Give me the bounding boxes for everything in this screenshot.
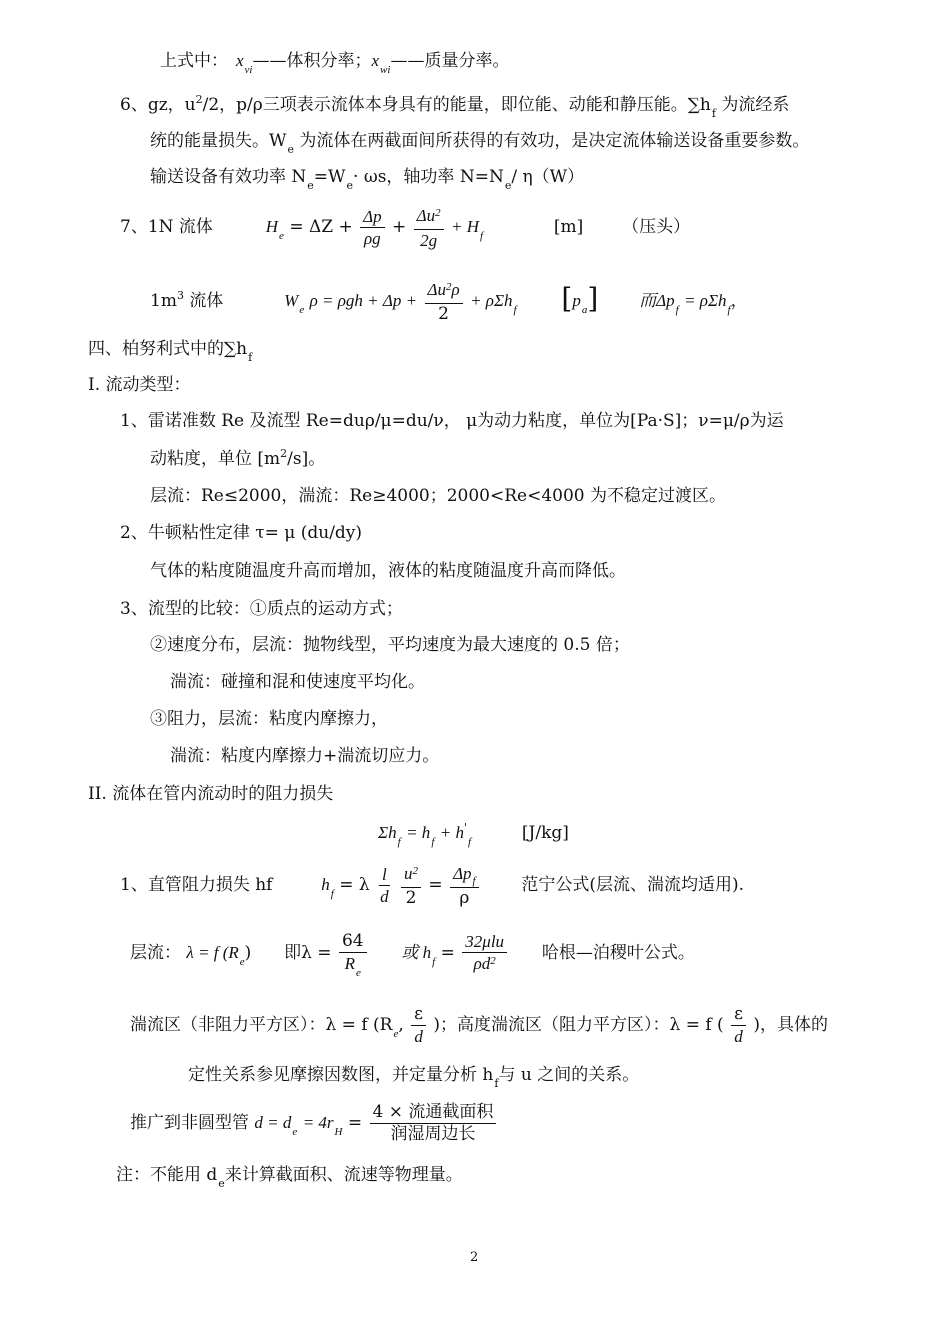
text: =W (313, 167, 346, 187)
text: 推广到非圆型管 (130, 1113, 255, 1133)
subscript: e (239, 956, 245, 968)
subscript: e (393, 1028, 399, 1040)
text: · ωs，轴功率 N=N (353, 167, 504, 187)
numerator: 64 (339, 931, 367, 953)
subscript: e (218, 1177, 225, 1190)
superscript: 2 (445, 280, 452, 293)
superscript: 2 (412, 864, 418, 877)
subscript: f (432, 956, 436, 968)
text: 定性关系参见摩擦因数图，并定量分析 h (188, 1065, 494, 1085)
text-line (120, 94, 789, 118)
text: ) (244, 943, 252, 963)
text: 为流经系 (715, 95, 790, 115)
text: 1、直管阻力损失 hf (120, 875, 273, 895)
text: 范宁公式(层流、湍流均适用). (521, 875, 745, 895)
bracket: ] (587, 282, 599, 315)
text: 1m (150, 291, 177, 311)
subscript: e (292, 1126, 298, 1138)
fraction (370, 1102, 497, 1145)
fraction (414, 205, 444, 251)
fraction (377, 864, 392, 907)
subscript: e (504, 179, 512, 192)
text-line (150, 634, 630, 656)
equation: d = d (254, 1113, 292, 1132)
text: )；高度湍流区（阻力平方区）：λ = f ( (433, 1015, 724, 1035)
subscript: f (675, 304, 679, 316)
text: 哈根—泊稷叶公式。 (541, 943, 695, 963)
text: 为流体在两截面间所获得的有效功，是决定流体输送设备重要参数。 (294, 131, 810, 151)
equation-line (130, 928, 695, 980)
text: , (398, 1015, 404, 1035)
text: 即λ = (284, 943, 332, 963)
equation: = h (406, 823, 431, 842)
text: 湍流：粘度内摩擦力+湍流切应力。 (170, 746, 440, 766)
text: 层流：Re≤2000，湍流：Re≥4000；2000<Re<4000 为不稳定过渡区。 (150, 486, 727, 506)
numerator-text: Δu (416, 205, 436, 225)
fraction (450, 863, 479, 909)
subscript: f (472, 874, 476, 887)
superscript: 2 (195, 93, 203, 106)
superscript: 2 (280, 447, 288, 460)
subscript: f (397, 836, 401, 848)
subscript: e (279, 230, 284, 242)
text: 注：不能用 d (116, 1165, 218, 1185)
text: ， (730, 291, 748, 311)
equation-line (150, 272, 748, 328)
equation: λ = f (R (186, 943, 239, 962)
equation: = ΔZ + (289, 217, 353, 237)
subscript: e (346, 179, 354, 192)
operator: + (392, 217, 407, 237)
equation: Σh (378, 823, 397, 842)
numerator (401, 863, 421, 888)
text-line (188, 1064, 639, 1088)
equation: + h (439, 823, 465, 842)
text: 层流： (130, 943, 181, 963)
note: （压头） (622, 217, 691, 237)
fraction (731, 1004, 746, 1047)
denominator: d (734, 1027, 743, 1046)
equation-line (130, 1098, 498, 1150)
text: 与 u 之间的关系。 (498, 1065, 640, 1085)
fraction (411, 1004, 426, 1047)
page-number: 2 (470, 1250, 479, 1265)
text: 7、1N 流体 (120, 217, 213, 237)
text: /2，p/ρ三项表示流体本身具有的能量，即位能、动能和静压能。∑h (202, 95, 711, 115)
text-line (150, 166, 584, 190)
numerator (450, 863, 479, 888)
text: 动粘度，单位 [m (150, 449, 281, 469)
equation: + ρΣh (470, 291, 513, 310)
symbol: p (572, 291, 581, 310)
equation: = (347, 1113, 363, 1133)
text: 3、流型的比较：①质点的运动方式； (120, 599, 403, 619)
equation-line (120, 202, 690, 254)
superscript: 2 (490, 954, 496, 967)
text-line (120, 410, 784, 432)
text: 统的能量损失。W (150, 131, 287, 151)
subscript: wi (380, 64, 391, 76)
subscript: f (431, 836, 435, 848)
equation: = 4r (302, 1113, 334, 1132)
numerator (414, 205, 444, 230)
denominator: 2 (438, 303, 449, 324)
text: ③阻力，层流：粘度内摩擦力， (150, 709, 388, 729)
text: 而Δp (639, 291, 675, 310)
equation: = λ (339, 875, 370, 895)
text: 四、柏努利式中的∑h (88, 339, 248, 359)
subsection-heading (88, 374, 191, 396)
equation: = (428, 875, 443, 895)
text: 2、牛顿粘性定律 τ= μ (du/dy) (120, 523, 363, 543)
subscript: f (480, 230, 484, 242)
note-line (116, 1164, 463, 1188)
text: I. 流动类型： (88, 375, 191, 395)
equation: ρ = ρgh + Δp + (309, 291, 418, 310)
denominator: 2g (420, 230, 438, 250)
subscript: f (468, 836, 472, 848)
denominator (342, 953, 364, 977)
text: 输送设备有效功率 N (150, 167, 307, 187)
fraction (425, 279, 463, 325)
symbol: x (236, 51, 244, 70)
subscript: e (307, 179, 314, 192)
subscript: f (248, 351, 253, 364)
text-line (150, 485, 726, 507)
denominator-text: ρd (473, 953, 491, 973)
superscript: 3 (176, 289, 184, 302)
text: ②速度分布，层流：抛物线型，平均速度为最大速度的 0.5 倍； (150, 635, 630, 655)
text: II. 流体在管内流动时的阻力损失 (88, 784, 334, 804)
subsection-heading (88, 783, 333, 805)
text-line (150, 130, 809, 154)
symbol: x (371, 51, 380, 70)
text: 流体 (183, 291, 224, 311)
unit: [J/kg] (521, 823, 569, 843)
bracket: [ (561, 282, 573, 315)
subscript: e (287, 143, 294, 156)
text: 来计算截面积、流速等物理量。 (224, 1165, 463, 1185)
subscript: f (711, 107, 716, 120)
text-line (160, 50, 509, 74)
subscript: vi (244, 64, 253, 76)
numerator-text: Δu (427, 279, 446, 299)
equation: = ρΣh (684, 291, 727, 310)
equation: = (440, 943, 455, 963)
text: /s]。 (287, 449, 326, 469)
equation-line (120, 860, 744, 912)
symbol: W (284, 291, 299, 310)
text-line (170, 745, 439, 767)
equation-line (130, 1000, 828, 1052)
denominator: ρg (364, 229, 381, 248)
text: 或 h (401, 943, 432, 962)
numerator: l (379, 864, 390, 886)
numerator: 32μlu (462, 931, 507, 953)
section-heading (88, 338, 252, 362)
numerator: 4 × 流通截面积 (370, 1102, 497, 1124)
numerator-text: Δp (453, 863, 472, 883)
subscript: f (330, 888, 334, 900)
text: )，具体的 (753, 1015, 828, 1035)
symbol: h (321, 875, 330, 894)
subscript: H (334, 1126, 343, 1138)
text-line (170, 671, 425, 693)
numerator: Δp (360, 206, 384, 228)
unit: [m] (553, 217, 584, 237)
denominator (471, 953, 499, 977)
text-line (150, 560, 626, 582)
subscript: f (494, 1077, 499, 1090)
subscript: e (299, 304, 305, 316)
denominator: d (414, 1027, 423, 1046)
fraction (401, 863, 421, 909)
fraction (339, 931, 367, 977)
superscript: 2 (435, 206, 441, 219)
numerator-text: u (404, 863, 413, 883)
numerator (425, 279, 463, 304)
text: ——体积分率； (252, 51, 372, 71)
equation: + H (451, 217, 480, 236)
prime: ' (464, 821, 468, 834)
text-line (120, 598, 403, 620)
numerator-text: ρ (451, 279, 460, 299)
numerator: ε (731, 1004, 746, 1026)
denominator: 润湿周边长 (390, 1124, 476, 1144)
text: ——质量分率。 (390, 51, 510, 71)
fraction (360, 206, 384, 249)
text-line (150, 448, 325, 472)
text: 上式中： (160, 51, 228, 71)
equation-line (378, 822, 569, 846)
fraction (462, 931, 507, 977)
subscript: f (727, 304, 731, 316)
numerator: ε (411, 1004, 426, 1026)
text-line (150, 708, 388, 730)
subscript: f (513, 304, 517, 316)
text: 气体的粘度随温度升高而增加，液体的粘度随温度升高而降低。 (150, 561, 626, 581)
text-line (120, 522, 362, 544)
subscript: a (581, 304, 588, 316)
denominator: 2 (405, 887, 417, 908)
text: / η（W） (511, 167, 585, 187)
text: 湍流：碰撞和混和使速度平均化。 (170, 672, 425, 692)
subscript: e (356, 966, 361, 979)
text: 1、雷诺准数 Re 及流型 Re=duρ/μ=du/ν， μ为动力粘度，单位为[Pa·S]；ν=μ/ρ为运 (120, 411, 784, 431)
denominator: d (380, 887, 389, 906)
text: 6、gz，u (120, 95, 196, 115)
symbol: H (265, 217, 279, 236)
denominator: ρ (459, 887, 470, 908)
text: 湍流区（非阻力平方区）：λ = f (R (130, 1015, 393, 1035)
denominator-text: R (344, 953, 356, 973)
